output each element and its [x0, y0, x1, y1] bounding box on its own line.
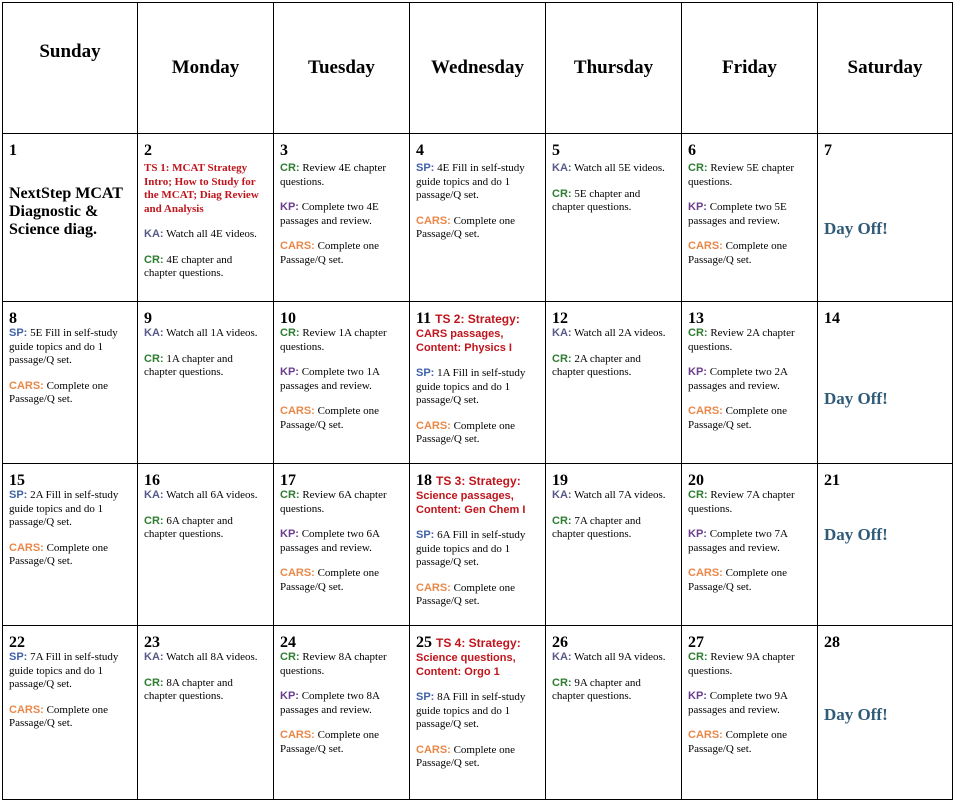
header-saturday: Saturday	[818, 3, 953, 134]
task-text: Complete one Passage/Q set.	[688, 729, 787, 755]
task-cr	[552, 677, 675, 704]
tag-cr: CR:	[280, 651, 300, 663]
study-calendar	[2, 2, 953, 800]
task-cr	[280, 651, 403, 678]
task-text: Complete one Passage/Q set.	[416, 743, 515, 769]
task-text: Watch all 4E videos.	[166, 228, 257, 240]
task-cr	[144, 254, 267, 281]
task-text: 1A chapter and chapter questions.	[144, 352, 233, 378]
task-cars	[280, 240, 403, 267]
test-strategy-session: TS 3: Strategy:	[436, 474, 521, 488]
tag-cars: CARS:	[280, 567, 315, 579]
task-cr	[552, 353, 675, 380]
tag-kp: KP:	[688, 366, 707, 378]
task-cars	[688, 567, 811, 594]
tag-cr: CR:	[552, 676, 572, 689]
day-cell	[138, 626, 274, 800]
day-cell	[818, 302, 953, 464]
task-sp	[416, 529, 539, 570]
day-cell	[410, 626, 546, 800]
tag-cr: CR:	[552, 187, 572, 200]
tag-cars: CARS:	[9, 379, 44, 392]
day-number: 21	[824, 472, 840, 489]
task-cars	[280, 567, 403, 594]
tag-ka: KA:	[144, 489, 164, 501]
day-cell	[138, 302, 274, 464]
day-number: 9	[144, 310, 152, 327]
task-text: Complete two 8A passages and review.	[280, 690, 380, 716]
tag-cars: CARS:	[416, 214, 451, 227]
task-cars	[9, 704, 131, 731]
task-cars	[688, 405, 811, 432]
tag-cr: CR:	[688, 327, 708, 339]
weekday-header-row	[3, 3, 953, 134]
day-cell	[274, 302, 410, 464]
task-text: Review 5E chapter questions.	[688, 162, 794, 188]
task-text: Review 9A chapter questions.	[688, 651, 795, 677]
day-number-value: 11	[416, 310, 432, 327]
task-cr	[144, 677, 267, 704]
task-text: Watch all 7A videos.	[574, 489, 666, 501]
task-text: Complete two 5E passages and review.	[688, 201, 787, 227]
day-number: 4	[416, 142, 424, 159]
day-number: 2	[144, 142, 152, 159]
tag-sp: SP:	[416, 691, 435, 703]
task-ka	[552, 327, 675, 341]
tag-cr: CR:	[144, 253, 164, 266]
task-sp	[9, 651, 131, 692]
task-cars	[688, 729, 811, 756]
task-kp	[688, 528, 811, 555]
task-sp	[9, 327, 131, 368]
task-kp	[688, 690, 811, 717]
day-cell	[274, 626, 410, 800]
task-text: 9A chapter and chapter questions.	[552, 676, 641, 702]
day-number: 19	[552, 472, 568, 489]
task-cr	[688, 327, 811, 354]
day-number	[416, 626, 539, 652]
day-number	[416, 464, 539, 490]
task-cr	[144, 353, 267, 380]
task-text: 6A chapter and chapter questions.	[144, 514, 233, 540]
task-text: Review 2A chapter questions.	[688, 327, 795, 353]
day-off-label: Day Off!	[824, 389, 888, 408]
task-kp	[280, 528, 403, 555]
task-text: 4E chapter and chapter questions.	[144, 253, 233, 279]
day-cell	[138, 464, 274, 626]
task-text: 4E Fill in self-study guide topics and do 1 passage/Q set.	[416, 162, 525, 201]
task-text: Watch all 9A videos.	[574, 651, 666, 663]
task-text: Watch all 6A videos.	[166, 489, 258, 501]
day-cell	[3, 464, 138, 626]
task-kp	[280, 201, 403, 228]
task-text: Complete one Passage/Q set.	[416, 581, 515, 607]
tag-ka: KA:	[144, 651, 164, 663]
task-text: Complete one Passage/Q set.	[416, 419, 515, 445]
task-text: Review 4E chapter questions.	[280, 162, 386, 188]
task-cars	[280, 405, 403, 432]
day-number: 6	[688, 142, 696, 159]
task-cars	[416, 582, 539, 609]
tag-sp: SP:	[416, 162, 435, 174]
task-text: 7A Fill in self-study guide topics and do 1 passage/Q set.	[9, 651, 119, 690]
task-cr	[688, 489, 811, 516]
day-number: 1	[9, 142, 17, 159]
test-strategy-session: TS 1: MCAT Strategy Intro; How to Study for the MCAT; Diag Review and Analysis	[144, 162, 259, 215]
task-cr	[144, 515, 267, 542]
day-number: 20	[688, 472, 704, 489]
task-text: Watch all 2A videos.	[574, 327, 666, 339]
task-ka	[552, 651, 675, 665]
day-number: 3	[280, 142, 288, 159]
day-cell	[3, 302, 138, 464]
task-text: Watch all 5E videos.	[574, 162, 665, 174]
tag-kp: KP:	[280, 690, 299, 702]
tag-kp: KP:	[688, 528, 707, 540]
task-text: 1A Fill in self-study guide topics and do 1 passage/Q set.	[416, 367, 526, 406]
tag-sp: SP:	[9, 651, 28, 663]
task-sp	[416, 367, 539, 408]
task-text: Complete one Passage/Q set.	[280, 729, 379, 755]
day-number: 10	[280, 310, 296, 327]
tag-cr: CR:	[688, 162, 708, 174]
week-row	[3, 302, 953, 464]
diagnostic-note: NextStep MCAT Diagnostic & Science diag.	[9, 185, 123, 238]
day-number: 12	[552, 310, 568, 327]
task-cr	[280, 327, 403, 354]
task-text: Complete one Passage/Q set.	[9, 703, 108, 729]
task-cr	[552, 515, 675, 542]
task-cars	[9, 542, 131, 569]
task-text: 5E Fill in self-study guide topics and do 1 passage/Q set.	[9, 327, 118, 366]
test-strategy-session: TS 4: Strategy:	[436, 636, 521, 650]
task-cars	[280, 729, 403, 756]
task-ka	[144, 651, 267, 665]
task-ka	[144, 228, 267, 242]
task-text: Complete one Passage/Q set.	[688, 405, 787, 431]
day-cell	[546, 464, 682, 626]
day-cell	[682, 626, 818, 800]
tag-cars: CARS:	[280, 240, 315, 252]
tag-cr: CR:	[552, 352, 572, 365]
tag-cr: CR:	[280, 162, 300, 174]
test-strategy-detail: Science questions, Content: Orgo 1	[416, 652, 516, 678]
header-sunday: Sunday	[3, 3, 138, 134]
task-text: Complete two 2A passages and review.	[688, 366, 788, 392]
task-text: 6A Fill in self-study guide topics and do 1 passage/Q set.	[416, 529, 526, 568]
day-number: 28	[824, 634, 840, 651]
task-text: Complete one Passage/Q set.	[9, 379, 108, 405]
task-text: Watch all 1A videos.	[166, 327, 258, 339]
task-ka	[552, 489, 675, 503]
task-ka	[144, 327, 267, 341]
day-cell	[682, 134, 818, 302]
header-tuesday: Tuesday	[274, 3, 410, 134]
task-text: 5E chapter and chapter questions.	[552, 187, 641, 213]
tag-ka: KA:	[552, 651, 572, 663]
task-cars	[416, 215, 539, 242]
day-number: 24	[280, 634, 296, 651]
task-sp	[9, 489, 131, 530]
header-wednesday: Wednesday	[410, 3, 546, 134]
task-text: Complete two 4E passages and review.	[280, 201, 379, 227]
day-number: 8	[9, 310, 17, 327]
tag-kp: KP:	[280, 201, 299, 213]
header-thursday: Thursday	[546, 3, 682, 134]
day-cell	[138, 134, 274, 302]
tag-kp: KP:	[280, 366, 299, 378]
task-ka	[144, 489, 267, 503]
test-strategy-detail: CARS passages, Content: Physics I	[416, 328, 512, 354]
tag-cars: CARS:	[416, 743, 451, 756]
task-ka	[552, 162, 675, 176]
day-number: 14	[824, 310, 840, 327]
tag-sp: SP:	[9, 327, 28, 339]
task-text: Complete one Passage/Q set.	[280, 240, 379, 266]
task-kp	[688, 366, 811, 393]
task-cr	[688, 162, 811, 189]
task-cars	[688, 240, 811, 267]
task-text: Review 8A chapter questions.	[280, 651, 387, 677]
tag-sp: SP:	[416, 529, 435, 541]
day-off-label: Day Off!	[824, 705, 888, 724]
task-text: Complete two 9A passages and review.	[688, 690, 788, 716]
tag-cars: CARS:	[280, 405, 315, 417]
tag-cr: CR:	[144, 352, 164, 365]
task-sp	[416, 162, 539, 203]
day-cell	[3, 626, 138, 800]
day-number: 23	[144, 634, 160, 651]
tag-cr: CR:	[144, 676, 164, 689]
task-cr	[552, 188, 675, 215]
task-text: Complete one Passage/Q set.	[9, 541, 108, 567]
task-text: Complete one Passage/Q set.	[416, 214, 515, 240]
test-strategy-session: TS 2: Strategy:	[435, 312, 520, 326]
day-off-label: Day Off!	[824, 219, 888, 238]
tag-cars: CARS:	[688, 240, 723, 252]
day-number-value: 18	[416, 472, 432, 489]
tag-ka: KA:	[552, 327, 572, 339]
tag-cr: CR:	[280, 489, 300, 501]
task-text: Review 7A chapter questions.	[688, 489, 795, 515]
tag-cr: CR:	[688, 651, 708, 663]
tag-kp: KP:	[280, 528, 299, 540]
task-text: 2A chapter and chapter questions.	[552, 352, 641, 378]
tag-ka: KA:	[144, 327, 164, 339]
task-text: Complete one Passage/Q set.	[280, 567, 379, 593]
task-text: 2A Fill in self-study guide topics and do 1 passage/Q set.	[9, 489, 119, 528]
task-cars	[416, 744, 539, 771]
day-number: 7	[824, 142, 832, 159]
day-number: 26	[552, 634, 568, 651]
task-text: Complete one Passage/Q set.	[688, 240, 787, 266]
tag-cars: CARS:	[688, 405, 723, 417]
tag-ka: KA:	[552, 489, 572, 501]
day-cell	[682, 302, 818, 464]
tag-cars: CARS:	[280, 729, 315, 741]
header-monday: Monday	[138, 3, 274, 134]
tag-sp: SP:	[9, 489, 28, 501]
tag-ka: KA:	[552, 162, 572, 174]
tag-cars: CARS:	[688, 567, 723, 579]
day-cell	[818, 626, 953, 800]
day-number: 22	[9, 634, 25, 651]
tag-sp: SP:	[416, 367, 435, 379]
task-sp	[416, 691, 539, 732]
day-off-label: Day Off!	[824, 525, 888, 544]
test-strategy-detail: Science passages, Content: Gen Chem I	[416, 490, 526, 516]
day-number: 27	[688, 634, 704, 651]
tag-ka: KA:	[144, 228, 164, 240]
tag-kp: KP:	[688, 690, 707, 702]
tag-cr: CR:	[552, 514, 572, 527]
day-number-value: 25	[416, 634, 432, 651]
tag-cars: CARS:	[688, 729, 723, 741]
day-number: 15	[9, 472, 25, 489]
task-text: Complete one Passage/Q set.	[688, 567, 787, 593]
task-cr	[688, 651, 811, 678]
task-cars	[9, 380, 131, 407]
tag-cars: CARS:	[416, 419, 451, 432]
task-kp	[688, 201, 811, 228]
task-text: Review 6A chapter questions.	[280, 489, 387, 515]
week-row	[3, 134, 953, 302]
task-cr	[280, 162, 403, 189]
task-text: 8A chapter and chapter questions.	[144, 676, 233, 702]
tag-cars: CARS:	[416, 581, 451, 594]
tag-cr: CR:	[144, 514, 164, 527]
task-text: 7A chapter and chapter questions.	[552, 514, 641, 540]
task-text: Complete two 1A passages and review.	[280, 366, 380, 392]
day-cell	[3, 134, 138, 302]
task-text: Complete two 7A passages and review.	[688, 528, 788, 554]
tag-cars: CARS:	[9, 703, 44, 716]
week-row	[3, 464, 953, 626]
header-friday: Friday	[682, 3, 818, 134]
day-number: 5	[552, 142, 560, 159]
day-cell	[546, 134, 682, 302]
day-cell	[818, 134, 953, 302]
day-number: 16	[144, 472, 160, 489]
week-row	[3, 626, 953, 800]
tag-kp: KP:	[688, 201, 707, 213]
day-cell	[546, 302, 682, 464]
task-text: Complete two 6A passages and review.	[280, 528, 380, 554]
task-kp	[280, 690, 403, 717]
day-cell	[274, 464, 410, 626]
day-number: 17	[280, 472, 296, 489]
tag-cars: CARS:	[9, 541, 44, 554]
task-cars	[416, 420, 539, 447]
day-cell	[410, 302, 546, 464]
task-text: Review 1A chapter questions.	[280, 327, 387, 353]
day-cell	[274, 134, 410, 302]
task-cr	[280, 489, 403, 516]
task-text: Watch all 8A videos.	[166, 651, 258, 663]
tag-cr: CR:	[280, 327, 300, 339]
task-text: 8A Fill in self-study guide topics and do 1 passage/Q set.	[416, 691, 526, 730]
day-number	[416, 302, 539, 328]
day-cell	[546, 626, 682, 800]
task-kp	[280, 366, 403, 393]
day-cell	[682, 464, 818, 626]
task-text: Complete one Passage/Q set.	[280, 405, 379, 431]
day-cell	[818, 464, 953, 626]
day-cell	[410, 134, 546, 302]
tag-cr: CR:	[688, 489, 708, 501]
day-cell	[410, 464, 546, 626]
day-number: 13	[688, 310, 704, 327]
